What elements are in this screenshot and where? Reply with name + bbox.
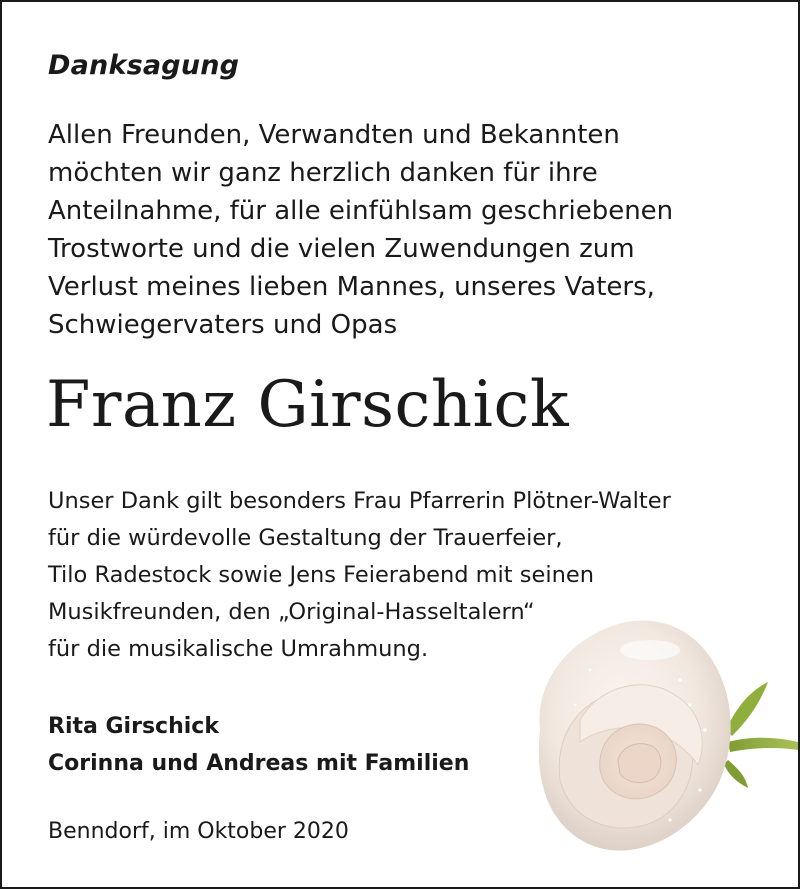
signers xyxy=(48,708,469,782)
signer-name: Rita Girschick xyxy=(48,714,219,739)
thanks-line: für die musikalische Umrahmung. xyxy=(48,636,429,662)
intro-line: Schwiegervaters und Opas xyxy=(48,310,398,340)
thanks-line: Tilo Radestock sowie Jens Feierabend mit seinen xyxy=(48,562,594,588)
intro-line: Allen Freunden, Verwandten und Bekannten xyxy=(48,120,620,150)
thanks-line: für die würdevolle Gestaltung der Trauerfeier, xyxy=(48,525,563,551)
intro-line: Verlust meines lieben Mannes, unseres Vaters, xyxy=(48,272,655,302)
notice-heading: Danksagung xyxy=(48,50,240,81)
rose-icon xyxy=(530,610,800,875)
thanks-line: Musikfreunden, den „Original-Hasseltalern“ xyxy=(48,599,535,625)
place-date: Benndorf, im Oktober 2020 xyxy=(48,819,349,844)
intro-line: möchten wir ganz herzlich danken für ihre xyxy=(48,158,598,188)
signer-name: Corinna und Andreas mit Familien xyxy=(48,751,470,776)
thanks-line: Unser Dank gilt besonders Frau Pfarrerin Plötner-Walter xyxy=(48,488,671,514)
deceased-name: Franz Girschick xyxy=(46,368,570,442)
intro-line: Trostworte und die vielen Zuwendungen zum xyxy=(48,234,635,264)
intro-line: Anteilnahme, für alle einfühlsam geschriebenen xyxy=(48,196,674,226)
intro-text xyxy=(48,116,768,344)
